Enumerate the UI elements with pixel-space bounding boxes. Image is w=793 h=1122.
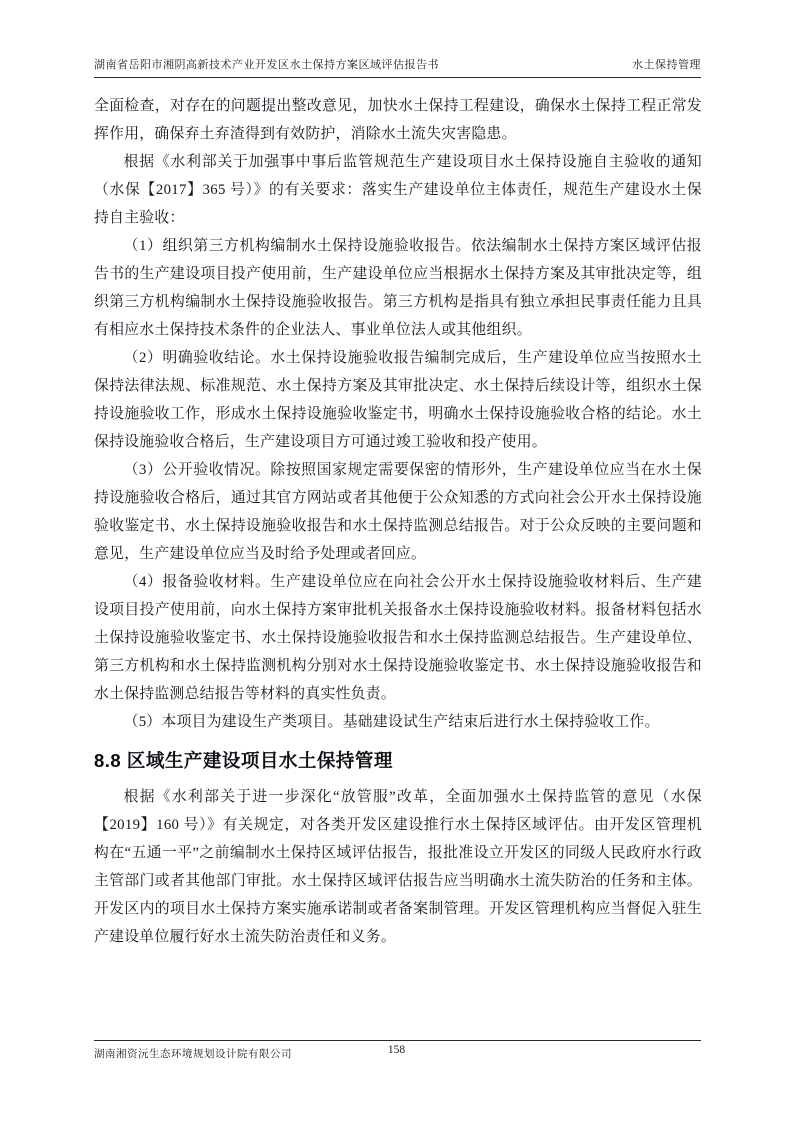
paragraph: 根据《水利部关于进一步深化“放管服”改革，全面加强水土保持监管的意见（水保【2019】160 号）》有关规定，对各类开发区建设推行水土保持区域评估。由开发区管理机构在“五通一平”之前编制水土保持区域评估报告，报批准设立开发区的同级人民政府水行政主管部门或者其他部门审批。水土保持区域评估报告应当明确水土流失防治的任务和主体。开发区内的项目水土保持方案实施承诺制或者备案制管理。开发区管理机构应当督促入驻生产建设单位履行好水土流失防治责任和义务。	[94, 789, 702, 945]
paragraph: 根据《水利部关于加强事中事后监管规范生产建设项目水土保持设施自主验收的通知（水保【2017】365 号）》的有关要求：落实生产建设单位主体责任，规范生产建设水土保持自主验收：	[94, 154, 702, 226]
paragraph: （2）明确验收结论。水土保持设施验收报告编制完成后，生产建设单位应当按照水土保持法律法规、标准规范、水土保持方案及其审批决定、水土保持后续设计等，组织水土保持设施验收工作，形成水土保持设施验收鉴定书，明确水土保持设施验收合格的结论。水土保持设施验收合格后，生产建设项目方可通过竣工验收和投产使用。	[94, 350, 702, 450]
header-section-title: 水土保持管理	[632, 59, 701, 71]
footer-company: 湖南湘资沅生态环境规划设计院有限公司	[94, 1049, 292, 1060]
section-heading: 8.8 区域生产建设项目水土保持管理	[94, 750, 393, 771]
header-rule	[94, 77, 701, 78]
paragraph: （1）组织第三方机构编制水土保持设施验收报告。依法编制水土保持方案区域评估报告书的生产建设项目投产使用前，生产建设单位应当根据水土保持方案及其审批决定等，组织第三方机构编制水土保持设施验收报告。第三方机构是指具有独立承担民事责任能力且具有相应水土保持技术条件的企业法人、事业单位法人或其他组织。	[94, 238, 702, 338]
paragraph: （3）公开验收情况。除按照国家规定需要保密的情形外，生产建设单位应当在水土保持设施验收合格后，通过其官方网站或者其他便于公众知悉的方式向社会公开水土保持设施验收鉴定书、水土保持设施验收报告和水土保持监测总结报告。对于公众反映的主要问题和意见，生产建设单位应当及时给予处理或者回应。	[94, 462, 702, 562]
header-doc-title: 湖南省岳阳市湘阴高新技术产业开发区水土保持方案区域评估报告书	[94, 59, 439, 71]
paragraph: （5）本项目为建设生产类项目。基础建设试生产结束后进行水土保持验收工作。	[123, 714, 660, 730]
paragraph: （4）报备验收材料。生产建设单位应在向社会公开水土保持设施验收材料后、生产建设项目投产使用前，向水土保持方案审批机关报备水土保持设施验收材料。报备材料包括水土保持设施验收鉴定书、水土保持设施验收报告和水土保持监测总结报告。生产建设单位、第三方机构和水土保持监测机构分别对水土保持设施验收鉴定书、水土保持设施验收报告和水土保持监测总结报告等材料的真实性负责。	[94, 574, 702, 702]
footer-rule	[94, 1040, 701, 1041]
paragraph: 全面检查，对存在的问题提出整改意见，加快水土保持工程建设，确保水土保持工程正常发挥作用，确保弃土弃渣得到有效防护，消除水土流失灾害隐患。	[94, 98, 702, 142]
document-body	[94, 92, 702, 951]
page-number: 158	[387, 1044, 406, 1056]
page-header	[94, 56, 701, 72]
